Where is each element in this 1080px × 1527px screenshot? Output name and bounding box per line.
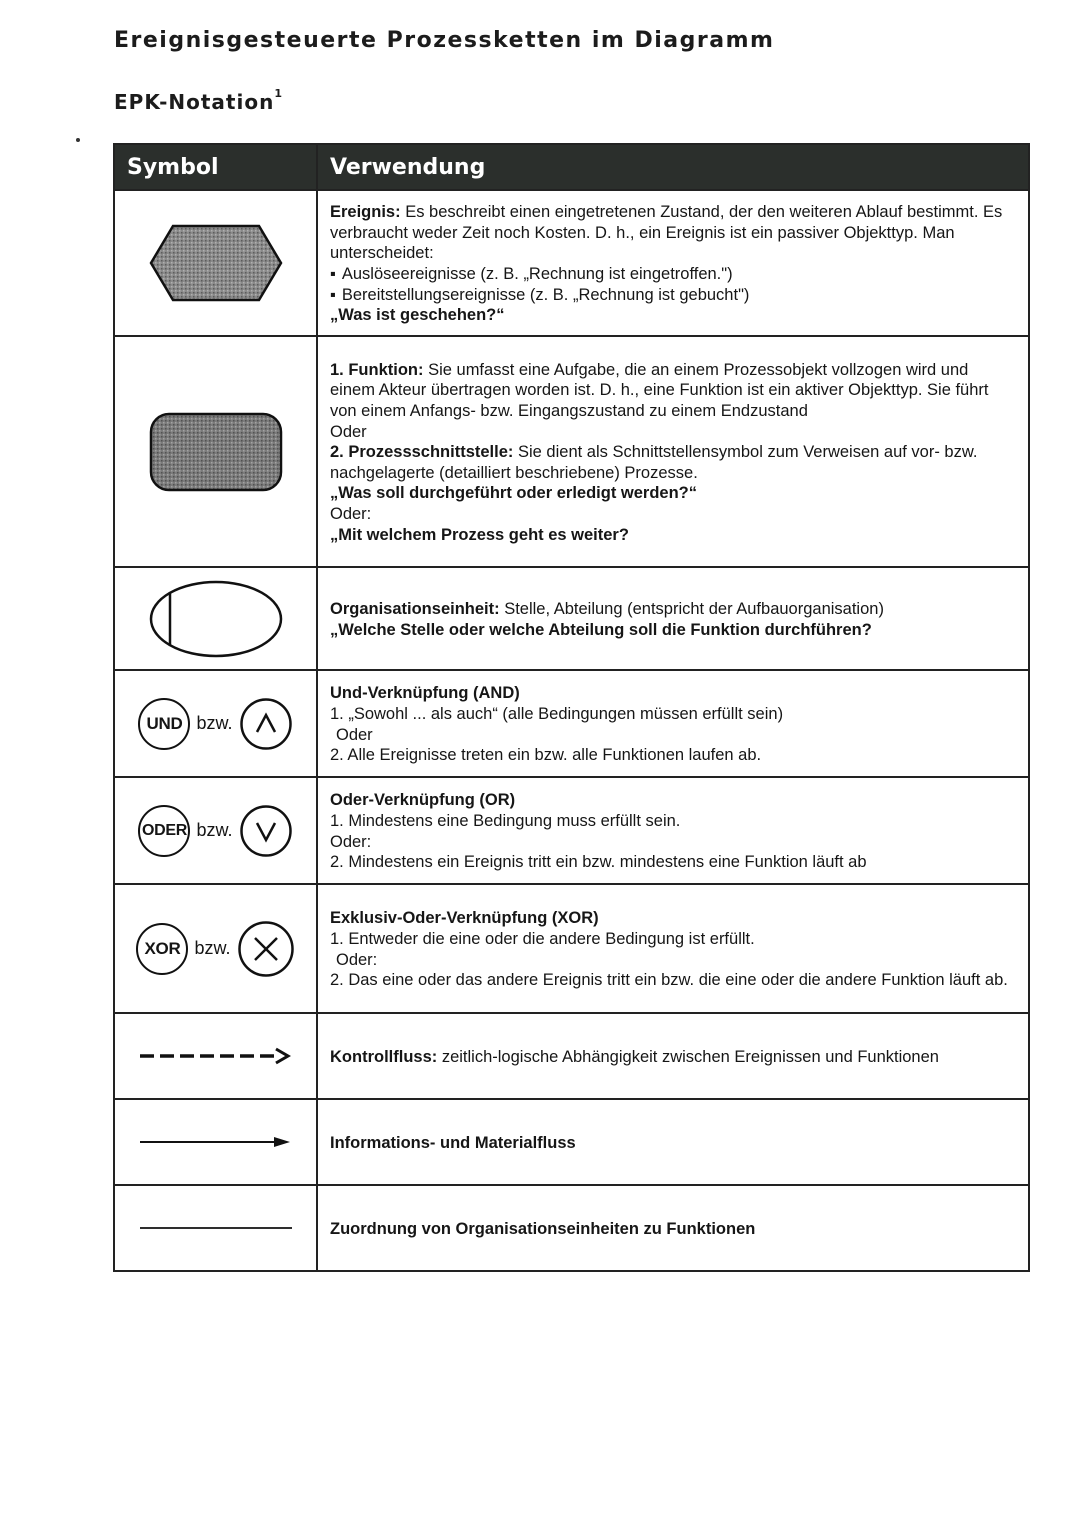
or-text: Oder: [336, 725, 373, 744]
heading-organisationseinheit: Organisationseinheit:: [330, 599, 500, 618]
und-circle-icon: UND: [138, 698, 190, 750]
table-row-xor: [114, 884, 1029, 1013]
desc-ereignis: [317, 190, 1029, 336]
ellipse-icon: [148, 579, 284, 659]
question-prozess: „Mit welchem Prozess geht es weiter?: [330, 525, 629, 544]
table-header-row: [114, 144, 1029, 190]
line1-xor: 1. Entweder die eine oder die andere Bedingung ist erfüllt.: [330, 929, 755, 948]
symbol-cell: [114, 567, 317, 670]
line-icon: [136, 1218, 296, 1238]
heading-prozessschnittstelle: 2. Prozessschnittstelle:: [330, 443, 514, 462]
desc-xor: [317, 884, 1029, 1013]
desc-organisationseinheit: [317, 567, 1029, 670]
desc-und: [317, 670, 1029, 777]
xor-circle-icon: XOR: [136, 923, 188, 975]
symbol-cell: [114, 777, 317, 884]
line1-und: 1. „Sowohl ... als auch“ (alle Bedingungen müssen erfüllt sein): [330, 704, 784, 723]
and-operator-icon: [239, 697, 293, 751]
line2-oder: 2. Mindestens ein Ereignis tritt ein bzw. mindestens eine Funktion läuft ab: [330, 853, 867, 872]
table-row-oder: [114, 777, 1029, 884]
oder-symbol: [115, 804, 316, 858]
question-organisationseinheit: „Welche Stelle oder welche Abteilung soll die Funktion durchführen?: [330, 620, 872, 639]
symbol-cell: [114, 670, 317, 777]
heading-xor: Exklusiv-Oder-Verknüpfung (XOR): [330, 909, 599, 928]
symbol-cell: [114, 1099, 317, 1185]
header-symbol: Symbol: [114, 144, 317, 190]
heading-und: Und-Verknüpfung (AND): [330, 684, 520, 703]
xor-operator-icon: [237, 920, 295, 978]
desc-zuordnung: [317, 1185, 1029, 1271]
or-text: Oder:: [330, 504, 372, 523]
desc-funktion: [317, 336, 1029, 567]
bzw-label: bzw.: [196, 820, 233, 840]
page-subtitle: [114, 87, 283, 114]
oder-circle-icon: ODER: [138, 805, 190, 857]
heading-zuordnung: Zuordnung von Organisationseinheiten zu Funktionen: [330, 1219, 756, 1238]
symbol-cell: [114, 1185, 317, 1271]
desc-informationsfluss: [317, 1099, 1029, 1185]
heading-ereignis: Ereignis:: [330, 203, 401, 222]
symbol-cell: [114, 336, 317, 567]
text-organisationseinheit: Stelle, Abteilung (entspricht der Aufbauorganisation): [499, 599, 884, 618]
table-row-funktion: [114, 336, 1029, 567]
table-row-organisationseinheit: [114, 567, 1029, 670]
page-title: Ereignisgesteuerte Prozessketten im Diagramm: [114, 28, 775, 53]
bzw-label: bzw.: [196, 713, 233, 733]
table-row-informationsfluss: [114, 1099, 1029, 1185]
or-text: Oder:: [336, 950, 378, 969]
heading-oder: Oder-Verknüpfung (OR): [330, 791, 516, 810]
line2-und: 2. Alle Ereignisse treten ein bzw. alle Funktionen laufen ab.: [330, 746, 762, 765]
header-verwendung: Verwendung: [317, 144, 1029, 190]
line1-oder: 1. Mindestens eine Bedingung muss erfüllt sein.: [330, 811, 681, 830]
footnote-marker: 1: [274, 87, 283, 101]
hexagon-icon: [149, 224, 283, 302]
text-ereignis: Es beschreibt einen eingetretenen Zustand, der den weiteren Ablauf bestimmt. Es verbraucht weder Zeit noch Kosten. D. h., ein Ereignis ist ein passiver Objekttyp. Man unterscheidet:: [330, 203, 1003, 263]
text-kontrollfluss: zeitlich-logische Abhängigkeit zwischen Ereignissen und Funktionen: [437, 1047, 939, 1066]
xor-symbol: [115, 920, 316, 978]
bzw-label: bzw.: [194, 938, 231, 958]
stray-dot: [76, 138, 80, 142]
und-symbol: [115, 697, 316, 751]
desc-kontrollfluss: [317, 1013, 1029, 1099]
text-funktion: Sie umfasst eine Aufgabe, die an einem Prozessobjekt vollzogen wird und einem Akteur übertragen worden ist. D. h., eine Funktion ist ein aktiver Objekttyp. Sie führt von einem Anfangs- bzw. Eingangszustand zu einem Endzustand: [330, 360, 989, 421]
heading-funktion: 1. Funktion:: [330, 360, 424, 379]
symbol-cell: [114, 190, 317, 336]
or-operator-icon: [239, 804, 293, 858]
question-funktion: „Was soll durchgeführt oder erledigt werden?“: [330, 484, 698, 503]
solid-arrow-icon: [136, 1132, 296, 1152]
line2-xor: 2. Das eine oder das andere Ereignis tritt ein bzw. die eine oder die andere Funktion läuft ab.: [330, 971, 1008, 990]
text-prozessschnittstelle: Sie dient als Schnittstellensymbol zum Verweisen auf vor- bzw. nachgelagerte (detailliert beschriebene) Prozesse.: [330, 443, 978, 482]
list-ereignis: [330, 264, 1016, 305]
desc-oder: [317, 777, 1029, 884]
heading-kontrollfluss: Kontrollfluss:: [330, 1047, 438, 1066]
table-row-ereignis: [114, 190, 1029, 336]
list-item: ▪ Bereitstellungsereignisse (z. B. „Rechnung ist gebucht"): [330, 285, 1016, 306]
symbol-cell: [114, 1013, 317, 1099]
list-item: ▪ Auslöseereignisse (z. B. „Rechnung ist eingetroffen."): [330, 264, 1016, 285]
subtitle-text: EPK-Notation: [114, 90, 275, 114]
dashed-arrow-icon: [136, 1046, 296, 1066]
heading-informationsfluss: Informations- und Materialfluss: [330, 1133, 576, 1152]
symbol-cell: [114, 884, 317, 1013]
question-ereignis: „Was ist geschehen?“: [330, 306, 505, 325]
or-text: Oder: [330, 422, 367, 441]
table-row-zuordnung: [114, 1185, 1029, 1271]
table-row-kontrollfluss: [114, 1013, 1029, 1099]
table-row-und: [114, 670, 1029, 777]
or-text: Oder:: [330, 832, 372, 851]
epk-notation-table: [113, 143, 1030, 1272]
rounded-rectangle-icon: [149, 412, 283, 492]
